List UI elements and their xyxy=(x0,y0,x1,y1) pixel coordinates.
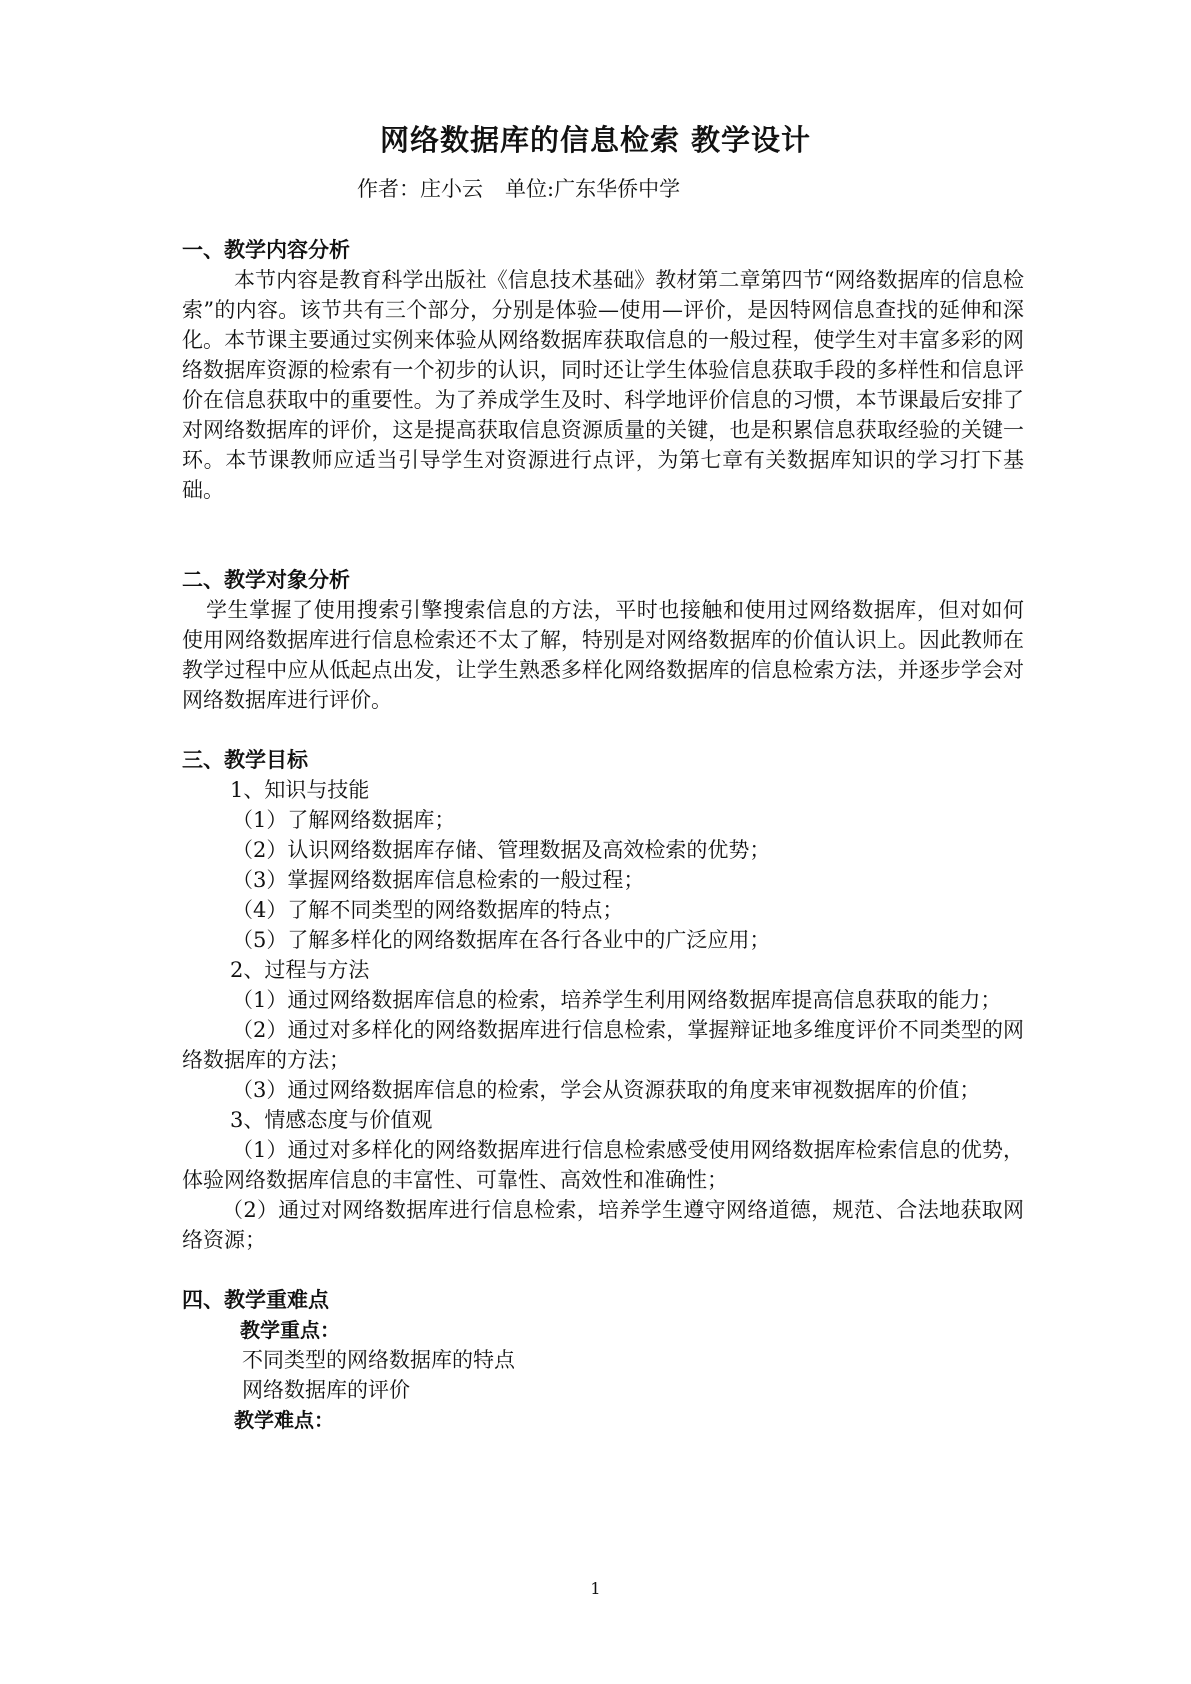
page-number: 1 xyxy=(590,1579,601,1598)
objective-item: （3）掌握网络数据库信息检索的一般过程； xyxy=(232,868,645,892)
document-title: 网络数据库的信息检索 教学设计 xyxy=(379,123,812,157)
objective-item: （5）了解多样化的网络数据库在各行各业中的广泛应用； xyxy=(232,928,771,952)
content-analysis-paragraph: 本节内容是教育科学出版社《信息技术基础》教材第二章第四节“网络数据库的信息检索”的内容。该节共有三个部分，分别是体验—使用—评价，是因特网信息查找的延伸和深化。本节课主要通过实例来体验从网络数据库获取信息的一般过程，使学生对丰富多彩的网络数据库资源的检索有一个初步的认识，同时还让学生体验信息获取手段的多样性和信息评价在信息获取中的重要性。为了养成学生及时、科学地评价信息的习惯，本节课最后安排了对网络数据库的评价，这是提高获取信息资源质量的关键，也是积累信息获取经验的关键一环。本节课教师应适当引导学生对资源进行点评，为第七章有关数据库知识的学习打下基础。 xyxy=(182,268,1024,502)
author: 作者：庄小云 xyxy=(357,177,483,201)
objective-item: （1）通过对多样化的网络数据库进行信息检索感受使用网络数据库检索信息的优势，体验网络数据库信息的丰富性、可靠性、高效性和准确性； xyxy=(182,1138,1024,1192)
key-point-item: 不同类型的网络数据库的特点 xyxy=(242,1348,515,1372)
unit: 单位:广东华侨中学 xyxy=(505,177,681,201)
objective-item: （1）了解网络数据库； xyxy=(232,808,456,832)
byline xyxy=(357,173,702,203)
objective-group-title: 2、过程与方法 xyxy=(230,958,370,982)
objective-item: （3）通过网络数据库信息的检索，学会从资源获取的角度来审视数据库的价值； xyxy=(232,1078,981,1102)
difficult-points-label: 教学难点： xyxy=(234,1408,334,1432)
objective-group-title: 1、知识与技能 xyxy=(230,778,370,802)
objective-item: （2）通过对网络数据库进行信息检索，培养学生遵守网络道德，规范、合法地获取网络资源； xyxy=(182,1198,1024,1252)
objective-group-title: 3、情感态度与价值观 xyxy=(230,1108,433,1132)
section-heading-key-points: 四、教学重难点 xyxy=(182,1288,329,1312)
audience-analysis-paragraph: 学生掌握了使用搜索引擎搜索信息的方法，平时也接触和使用过网络数据库，但对如何使用网络数据库进行信息检索还不太了解，特别是对网络数据库的价值认识上。因此教师在教学过程中应从低起点出发，让学生熟悉多样化网络数据库的信息检索方法，并逐步学会对网络数据库进行评价。 xyxy=(182,598,1024,712)
key-points-label: 教学重点： xyxy=(240,1318,340,1342)
objective-item: （2）认识网络数据库存储、管理数据及高效检索的优势； xyxy=(232,838,771,862)
key-point-item: 网络数据库的评价 xyxy=(242,1378,410,1402)
section-heading-objectives: 三、教学目标 xyxy=(182,748,308,772)
section-heading-content-analysis: 一、教学内容分析 xyxy=(182,238,350,262)
section-heading-audience-analysis: 二、教学对象分析 xyxy=(182,568,350,592)
objective-item: （4）了解不同类型的网络数据库的特点； xyxy=(232,898,624,922)
objective-item: （2）通过对多样化的网络数据库进行信息检索，掌握辩证地多维度评价不同类型的网络数据库的方法； xyxy=(182,1018,1024,1072)
objective-item: （1）通过网络数据库信息的检索，培养学生利用网络数据库提高信息获取的能力； xyxy=(232,988,1002,1012)
document-body xyxy=(182,235,1024,1435)
